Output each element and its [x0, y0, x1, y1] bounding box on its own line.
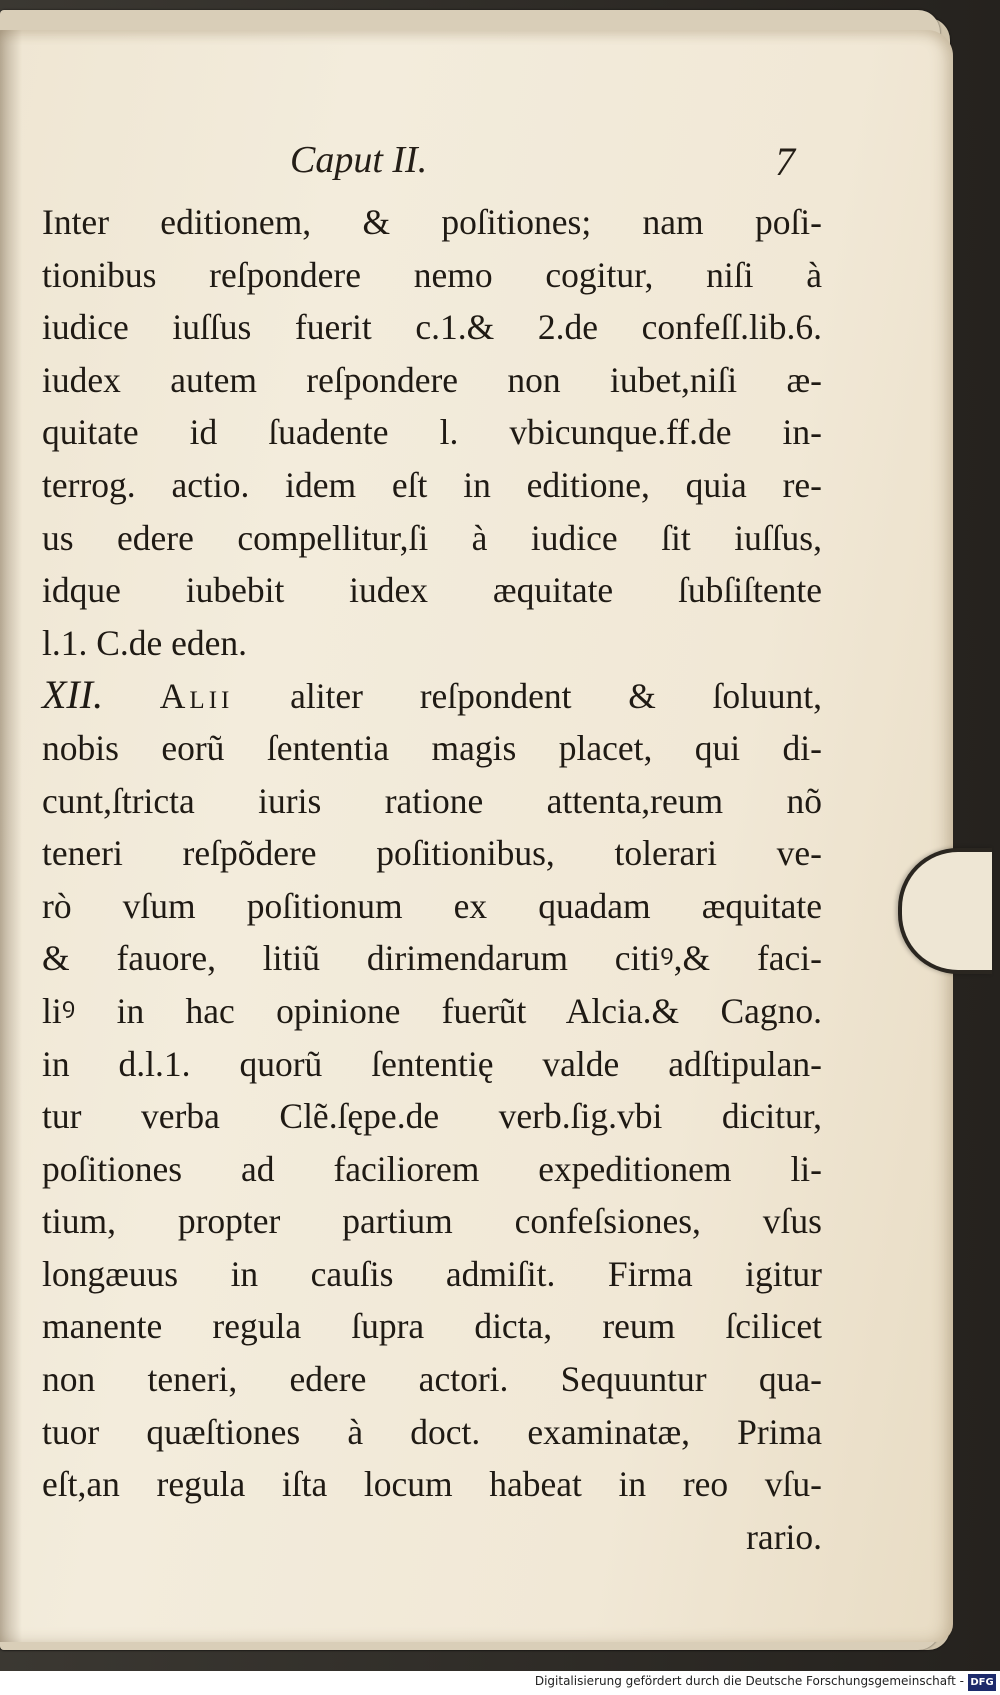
text-line: & fauore, litiũ dirimendarum citiꝰ,& faci- — [42, 938, 822, 979]
text-line: iudex autem reſpondere non iubet,niſi æ- — [42, 359, 822, 400]
catchword: rario. — [746, 1516, 822, 1557]
text-line: non teneri, edere actori. Sequuntur qua- — [42, 1359, 822, 1400]
text-line: rò vſum poſitionum ex quadam æquitate — [42, 885, 822, 926]
page-number: 7 — [775, 139, 795, 184]
text-line: tur verba Clẽ.ſępe.de verb.ſig.vbi dicitur, — [42, 1096, 822, 1137]
text-line: terrog. actio. idem eſt in editione, quia re- — [42, 464, 822, 505]
text-line: iudice iuſſus fuerit c.1.& 2.de confeſſ.lib.6. — [42, 307, 822, 348]
text-line: tuor quæſtiones à doct. examinatæ, Prima — [42, 1411, 822, 1452]
section-first-line-rest: aliter reſpondent & ſoluunt, — [290, 676, 823, 717]
funding-credit: Digitalisierung gefördert durch die Deutsche Forschungsgemeinschaft - — [534, 1674, 964, 1688]
text-line: nobis eorũ ſententia magis placet, qui di- — [42, 727, 822, 768]
text-line: l.1. C.de eden. — [42, 622, 248, 663]
running-head: Caput II. — [290, 139, 428, 181]
text-line: cunt,ſtricta iuris ratione attenta,reum nõ — [42, 780, 822, 821]
text-line: quitate id ſuadente l. vbicunque.ff.de in- — [42, 412, 822, 453]
text-line: in d.l.1. quorũ ſententię valde adſtipulan- — [42, 1043, 822, 1084]
text-line: eſt,an regula iſta locum habeat in reo vſu- — [42, 1464, 822, 1505]
text-line: us edere compellitur,ſi à iudice ſit iuſſus, — [42, 517, 822, 558]
digitization-footer — [0, 1671, 1000, 1695]
page-gutter-shadow — [0, 30, 22, 1642]
section-first-word: Alii — [159, 676, 234, 717]
text-line: longæuus in cauſis admiſit. Firma igitur — [42, 1253, 822, 1294]
section-first-line — [42, 669, 822, 722]
body-text — [42, 196, 822, 1563]
text-line: idque iubebit iudex æquitate ſubſiſtente — [42, 570, 822, 611]
text-line: liꝰ in hac opinione fuerũt Alcia.& Cagno. — [42, 990, 822, 1031]
text-line: poſitiones ad faciliorem expeditionem li- — [42, 1148, 822, 1189]
section-number: XII. — [42, 672, 104, 718]
text-line: Inter editionem, & poſitiones; nam poſi- — [42, 202, 822, 242]
text-line: tionibus reſpondere nemo cogitur, niſi à — [42, 254, 822, 295]
page-header — [290, 138, 810, 188]
text-line: manente regula ſupra dicta, reum ſcilicet — [42, 1306, 822, 1347]
text-line: tium, propter partium confeſsiones, vſus — [42, 1201, 822, 1242]
text-line: teneri reſpõdere poſitionibus, tolerari ve- — [42, 833, 822, 874]
dfg-logo-icon: DFG — [968, 1674, 996, 1691]
